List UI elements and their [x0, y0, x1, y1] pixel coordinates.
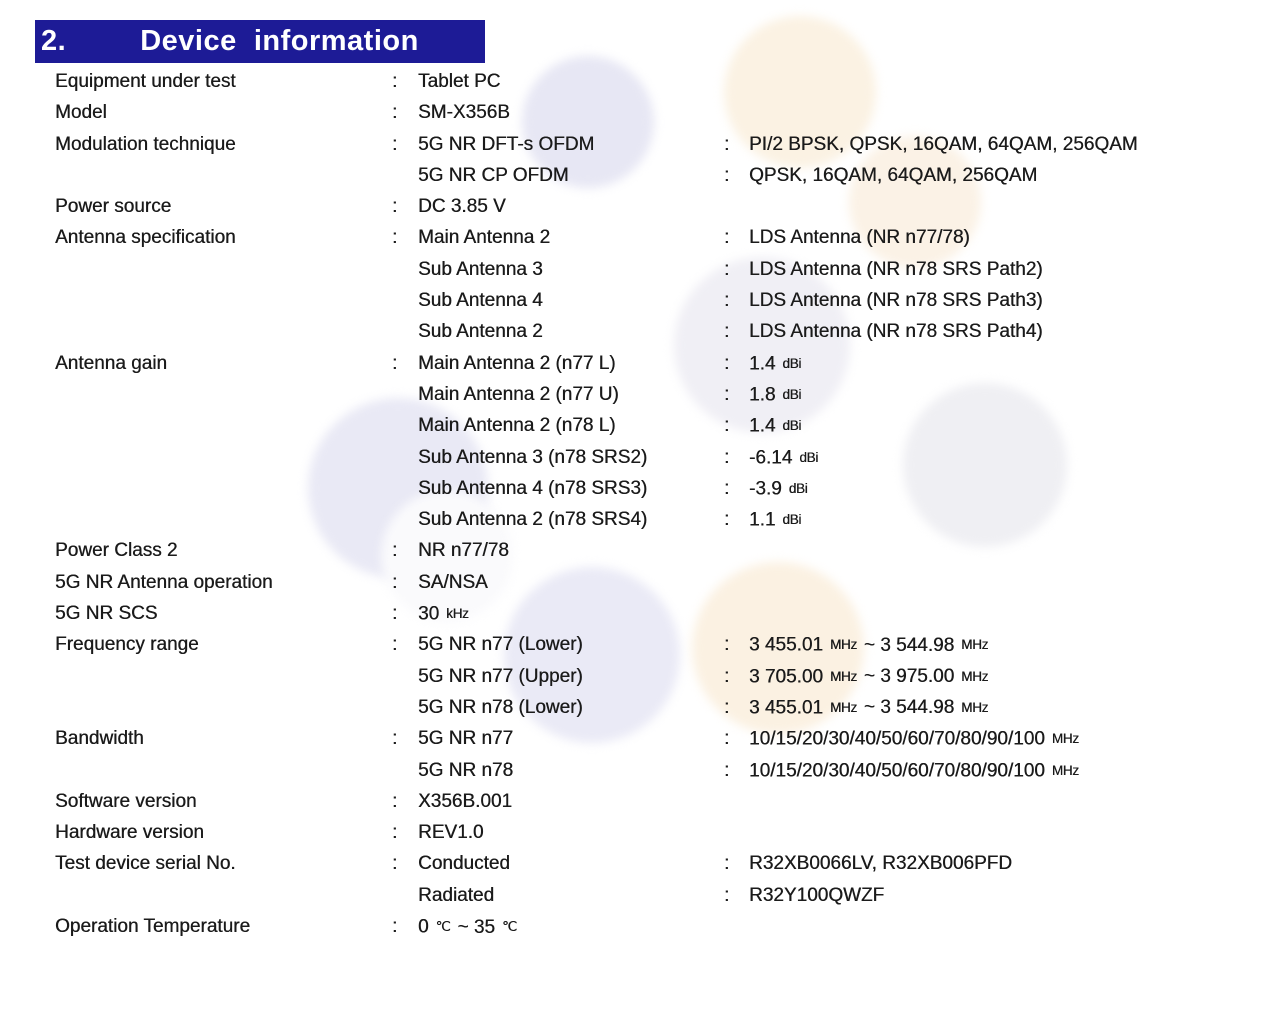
row-value-text: 10/15/20/30/40/50/60/70/80/90/100 — [749, 728, 1045, 750]
row-value-unit: MHz — [1051, 762, 1079, 778]
row-sub-item — [418, 379, 724, 411]
section-title: Device information — [140, 25, 419, 57]
row-label: Modulation technique — [55, 133, 236, 155]
row-value — [749, 97, 1275, 128]
row-value-unit: dBi — [782, 386, 802, 402]
table-row — [55, 348, 1275, 379]
table-row — [55, 755, 1275, 786]
row-value-unit: dBi — [782, 512, 802, 528]
table-row — [55, 254, 1275, 285]
row-value — [749, 160, 1275, 191]
row-value-text: 3 455.01 — [749, 697, 823, 719]
row-label: Frequency range — [55, 634, 199, 656]
row-value-unit: MHz — [829, 699, 857, 715]
row-label: Antenna gain — [55, 352, 167, 374]
row-value — [749, 535, 1275, 566]
colon-separator — [724, 191, 749, 222]
row-value-unit: MHz — [961, 668, 989, 684]
row-value-text: PI/2 BPSK, QPSK, 16QAM, 64QAM, 256QAM — [749, 133, 1138, 155]
colon-separator: : — [392, 133, 398, 155]
table-row — [55, 160, 1275, 191]
row-label — [55, 755, 392, 787]
row-sub-item — [418, 285, 724, 316]
row-value-text: LDS Antenna (NR n77/78) — [749, 227, 970, 249]
row-value-text: 3 455.01 — [749, 634, 823, 656]
colon-separator: : — [724, 477, 730, 499]
row-label — [55, 473, 392, 505]
colon-separator — [392, 410, 418, 442]
row-label — [55, 316, 392, 347]
row-value — [749, 723, 1275, 755]
table-row — [55, 598, 1275, 629]
row-value-text: 3 705.00 — [749, 666, 823, 688]
colon-separator: : — [392, 853, 398, 875]
row-value — [749, 379, 1275, 411]
table-row — [55, 66, 1275, 97]
colon-separator — [392, 504, 418, 536]
row-value-text: 1.8 — [749, 384, 776, 406]
colon-separator: : — [724, 133, 730, 155]
table-row — [55, 848, 1275, 879]
row-sub-item-text: Sub Antenna 3 (n78 SRS2) — [418, 446, 648, 468]
row-sub-item-text: Tablet PC — [418, 71, 501, 92]
row-label — [55, 410, 392, 442]
row-sub-item-text: SM-X356B — [418, 102, 510, 124]
colon-separator — [724, 567, 749, 598]
row-label: Bandwidth — [55, 728, 144, 750]
row-sub-item — [418, 504, 724, 536]
row-label — [55, 661, 392, 693]
row-sub-item — [418, 410, 724, 442]
row-value — [749, 66, 1275, 97]
row-sub-item — [418, 692, 724, 724]
row-label — [55, 379, 392, 411]
row-sub-item — [418, 723, 724, 755]
colon-separator: : — [392, 790, 398, 812]
row-sub-item — [418, 222, 724, 253]
table-row — [55, 442, 1275, 473]
row-sub-item-text: DC 3.85 V — [418, 196, 506, 218]
colon-separator: : — [392, 227, 398, 249]
row-sub-item — [418, 473, 724, 505]
row-sub-item — [418, 848, 724, 879]
row-label: Antenna specification — [55, 227, 236, 249]
row-sub-item — [418, 755, 724, 787]
row-value-text: -3.9 — [749, 478, 782, 500]
row-value-unit: dBi — [782, 418, 802, 434]
row-value — [749, 880, 1275, 911]
row-value-unit: dBi — [782, 355, 802, 371]
row-value — [749, 817, 1275, 848]
row-value-unit: MHz — [961, 637, 989, 653]
row-sub-item-text: 30 — [418, 603, 440, 625]
row-value-text: 1.4 — [749, 415, 776, 437]
row-sub-item — [418, 348, 724, 380]
colon-separator — [392, 755, 418, 787]
row-value-unit: MHz — [829, 668, 857, 684]
row-sub-item-unit: kHz — [446, 606, 469, 622]
row-value — [749, 911, 1275, 943]
row-label — [55, 504, 392, 536]
colon-separator: : — [724, 321, 730, 343]
row-sub-item-text: Sub Antenna 2 — [418, 321, 543, 343]
table-row — [55, 410, 1275, 441]
row-value — [749, 848, 1275, 879]
row-sub-item — [418, 598, 724, 630]
row-value — [749, 504, 1275, 536]
row-sub-item-unit: ℃ — [435, 919, 451, 935]
colon-separator: : — [724, 290, 730, 312]
colon-separator: : — [724, 415, 730, 437]
row-sub-item — [418, 316, 724, 347]
row-label — [55, 160, 392, 191]
row-sub-item-text: 5G NR n78 (Lower) — [418, 696, 583, 718]
row-sub-item-text: Radiated — [418, 884, 495, 906]
row-sub-item-unit: ℃ — [501, 919, 517, 935]
table-row — [55, 629, 1275, 660]
colon-separator: : — [724, 759, 730, 781]
row-value-text: -6.14 — [749, 447, 793, 469]
row-sub-item — [418, 254, 724, 285]
colon-separator: : — [392, 352, 398, 374]
row-sub-item-text: 5G NR n77 (Lower) — [418, 634, 583, 656]
row-sub-item-text: Main Antenna 2 (n78 L) — [418, 415, 616, 437]
section-title-bar — [35, 20, 485, 63]
colon-separator: : — [724, 728, 730, 750]
row-sub-item — [418, 817, 724, 848]
colon-separator — [724, 598, 749, 630]
row-value — [749, 473, 1275, 505]
row-sub-item — [418, 629, 724, 661]
table-row — [55, 222, 1275, 253]
colon-separator: : — [392, 916, 398, 938]
table-row — [55, 692, 1275, 723]
row-sub-item — [418, 66, 724, 97]
row-sub-item — [418, 442, 724, 474]
row-value — [749, 316, 1275, 347]
table-row — [55, 316, 1275, 347]
row-sub-item-text: Main Antenna 2 (n77 L) — [418, 352, 616, 374]
table-row — [55, 473, 1275, 504]
row-label: Software version — [55, 790, 197, 812]
colon-separator: : — [724, 634, 730, 656]
row-value-text: ~ 3 975.00 — [863, 666, 955, 688]
colon-separator: : — [392, 571, 398, 593]
colon-separator — [724, 97, 749, 128]
row-value-text: ~ 3 544.98 — [863, 634, 955, 656]
row-value — [749, 567, 1275, 598]
row-label — [55, 442, 392, 474]
row-label: Hardware version — [55, 822, 204, 844]
row-sub-item — [418, 191, 724, 222]
row-sub-item-text: Sub Antenna 2 (n78 SRS4) — [418, 509, 648, 531]
row-value-unit: MHz — [961, 699, 989, 715]
row-value-unit: MHz — [829, 637, 857, 653]
row-label: Model — [55, 102, 107, 124]
row-label: Test device serial No. — [55, 853, 236, 875]
colon-separator: : — [724, 853, 730, 875]
device-information-table — [55, 66, 1275, 942]
row-value-text: LDS Antenna (NR n78 SRS Path4) — [749, 321, 1043, 343]
row-sub-item — [418, 786, 724, 817]
row-value — [749, 661, 1275, 693]
row-value-text: 1.4 — [749, 353, 776, 375]
row-sub-item-text: X356B.001 — [418, 790, 513, 812]
table-row — [55, 661, 1275, 692]
colon-separator: : — [392, 196, 398, 218]
colon-separator: : — [392, 102, 398, 124]
colon-separator: : — [392, 634, 398, 656]
row-label: Power source — [55, 196, 172, 218]
colon-separator: : — [724, 352, 730, 374]
colon-separator: : — [392, 822, 398, 844]
colon-separator — [724, 817, 749, 848]
row-label: 5G NR SCS — [55, 603, 158, 625]
colon-separator: : — [724, 696, 730, 718]
row-value — [749, 442, 1275, 474]
row-value — [749, 598, 1275, 630]
row-value-text: R32Y100QWZF — [749, 884, 885, 906]
row-sub-item — [418, 97, 724, 128]
row-sub-item-text: 0 — [418, 916, 429, 938]
row-value-text: LDS Antenna (NR n78 SRS Path3) — [749, 290, 1043, 312]
table-row — [55, 504, 1275, 535]
table-row — [55, 129, 1275, 160]
row-sub-item-text: 5G NR n77 (Upper) — [418, 665, 583, 687]
colon-separator — [724, 786, 749, 817]
row-sub-item-text: Conducted — [418, 853, 510, 875]
row-value — [749, 629, 1275, 661]
row-sub-item-text: 5G NR DFT-s OFDM — [418, 133, 595, 155]
row-value-text: ~ 3 544.98 — [863, 697, 955, 719]
table-row — [55, 567, 1275, 598]
row-sub-item-text: Sub Antenna 3 — [418, 258, 543, 280]
colon-separator: : — [392, 603, 398, 625]
row-sub-item — [418, 661, 724, 693]
row-sub-item-text: 5G NR CP OFDM — [418, 164, 569, 186]
table-row — [55, 723, 1275, 754]
row-sub-item-text: Main Antenna 2 — [418, 227, 551, 249]
table-row — [55, 97, 1275, 128]
colon-separator — [392, 379, 418, 411]
row-label: Operation Temperature — [55, 916, 251, 938]
row-value — [749, 285, 1275, 316]
colon-separator — [392, 692, 418, 724]
row-sub-item-text: ~ 35 — [457, 916, 495, 938]
row-value-text: LDS Antenna (NR n78 SRS Path2) — [749, 258, 1043, 280]
row-sub-item — [418, 911, 724, 943]
row-label — [55, 285, 392, 316]
colon-separator: : — [724, 509, 730, 531]
row-value-unit: MHz — [1051, 731, 1079, 747]
colon-separator — [392, 285, 418, 316]
table-row — [55, 817, 1275, 848]
row-sub-item — [418, 535, 724, 566]
row-sub-item — [418, 567, 724, 598]
row-label: Equipment under test — [55, 71, 236, 92]
row-sub-item-text: Sub Antenna 4 — [418, 290, 543, 312]
row-sub-item-text: NR n77/78 — [418, 540, 509, 562]
table-row — [55, 786, 1275, 817]
row-sub-item — [418, 129, 724, 160]
row-value — [749, 410, 1275, 442]
colon-separator — [392, 316, 418, 347]
section-number: 2. — [41, 25, 67, 57]
table-row — [55, 379, 1275, 410]
colon-separator: : — [724, 227, 730, 249]
colon-separator — [724, 66, 749, 97]
row-label: 5G NR Antenna operation — [55, 571, 273, 593]
colon-separator — [724, 911, 749, 943]
table-row — [55, 880, 1275, 911]
row-value-text: 1.1 — [749, 509, 776, 531]
row-sub-item-text: REV1.0 — [418, 822, 484, 844]
colon-separator: : — [724, 164, 730, 186]
colon-separator: : — [724, 446, 730, 468]
row-sub-item-text: 5G NR n77 — [418, 728, 514, 750]
row-label — [55, 880, 392, 911]
row-sub-item — [418, 880, 724, 911]
row-value-unit: dBi — [788, 480, 808, 496]
colon-separator — [392, 880, 418, 911]
colon-separator — [392, 254, 418, 285]
colon-separator: : — [724, 383, 730, 405]
row-value — [749, 348, 1275, 380]
row-value — [749, 755, 1275, 787]
row-value — [749, 254, 1275, 285]
row-value-text: R32XB0066LV, R32XB006PFD — [749, 853, 1013, 875]
colon-separator — [392, 442, 418, 474]
row-sub-item-text: 5G NR n78 — [418, 759, 514, 781]
row-value — [749, 786, 1275, 817]
row-label — [55, 254, 392, 285]
colon-separator: : — [392, 728, 398, 750]
colon-separator: : — [392, 71, 398, 92]
row-sub-item-text: SA/NSA — [418, 571, 488, 593]
row-value-unit: dBi — [799, 449, 818, 465]
table-row — [55, 191, 1275, 222]
colon-separator — [392, 160, 418, 191]
colon-separator — [724, 535, 749, 566]
row-value-text: 10/15/20/30/40/50/60/70/80/90/100 — [749, 760, 1045, 782]
row-value — [749, 222, 1275, 253]
row-value — [749, 692, 1275, 724]
table-row — [55, 911, 1275, 942]
row-value-text: QPSK, 16QAM, 64QAM, 256QAM — [749, 164, 1038, 186]
table-row — [55, 285, 1275, 316]
colon-separator: : — [724, 884, 730, 906]
row-value — [749, 191, 1275, 222]
row-value — [749, 129, 1275, 160]
row-sub-item-text: Sub Antenna 4 (n78 SRS3) — [418, 477, 648, 499]
table-row — [55, 535, 1275, 566]
row-sub-item-text: Main Antenna 2 (n77 U) — [418, 383, 619, 405]
colon-separator — [392, 661, 418, 693]
row-sub-item — [418, 160, 724, 191]
colon-separator: : — [724, 665, 730, 687]
colon-separator: : — [392, 540, 398, 562]
row-label — [55, 692, 392, 724]
colon-separator — [392, 473, 418, 505]
row-label: Power Class 2 — [55, 540, 178, 562]
colon-separator: : — [724, 258, 730, 280]
